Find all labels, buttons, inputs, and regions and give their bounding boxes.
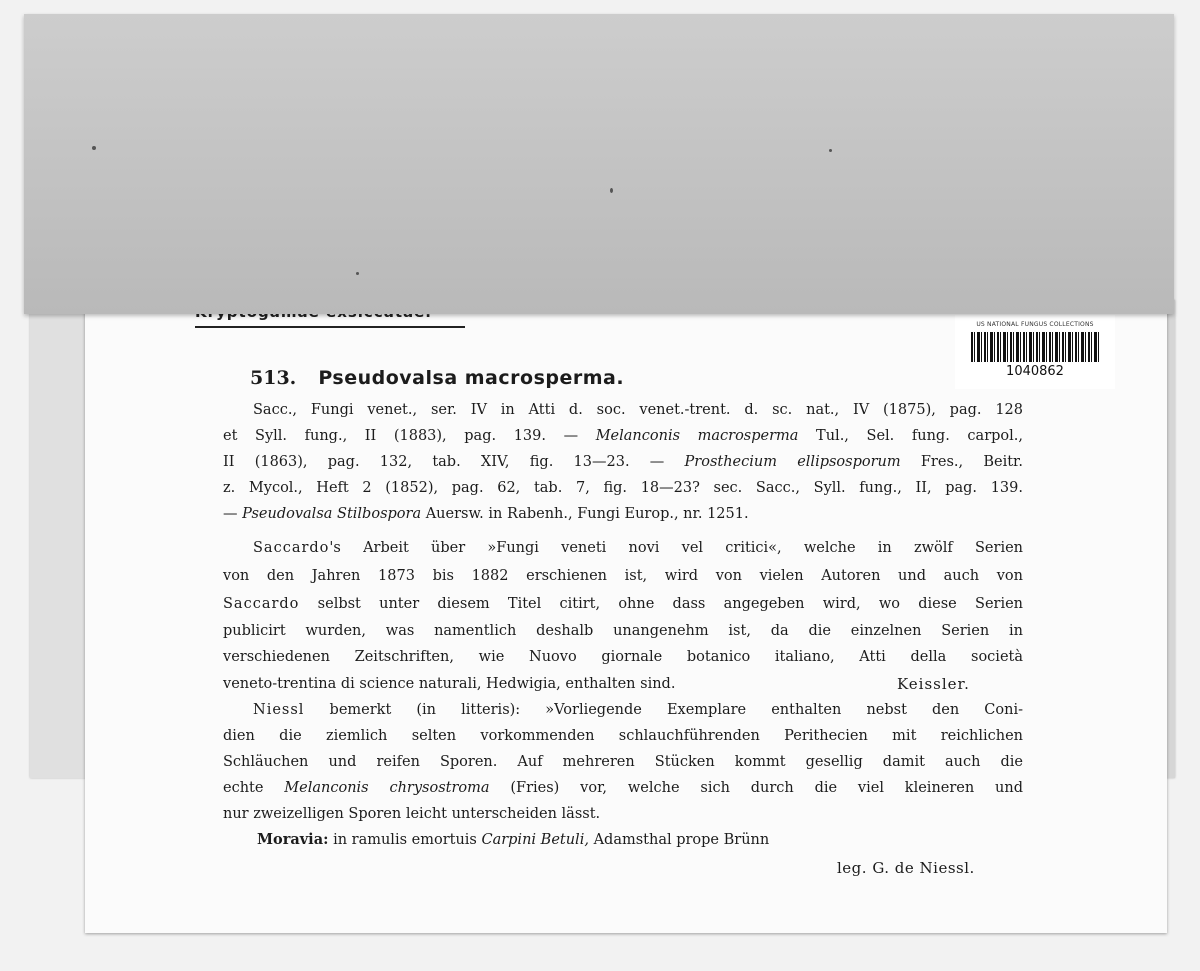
text: nur zweizelligen Sporen leicht unterscheiden lässt. [223, 806, 601, 822]
note-line [223, 801, 1023, 827]
synonymy-line [223, 475, 1023, 501]
entry-number: 513. [250, 367, 297, 389]
barcode-institution: US NATIONAL FUNGUS COLLECTIONS [976, 321, 1094, 328]
note-line [223, 591, 1023, 617]
text: (Fries) vor, welche sich durch die viel kleineren und [510, 780, 1024, 796]
note-line [223, 723, 1023, 749]
synonymy-line [253, 397, 1023, 423]
taxon-name: Pseudovalsa Stilbospora [242, 506, 422, 522]
text: dien die ziemlich selten vorkommenden schlauchführenden Perithecien mit reichlichen [223, 728, 1023, 744]
text: selbst unter diesem Titel citirt, ohne dass angegeben wird, wo diese Serien [317, 596, 1024, 612]
text: Tul., Sel. fung. carpol., [816, 428, 1023, 444]
note-line [223, 563, 1023, 589]
taxon-name: Prosthecium ellipsosporum [684, 454, 901, 470]
text: et Syll. fung., II (1883), pag. 139. — [223, 428, 579, 444]
author-name: Saccardo [223, 596, 300, 612]
note-line [223, 775, 1023, 801]
host-name: Carpini Betuli, [481, 832, 589, 848]
text: bemerkt (in litteris): »Vorliegende Exemplare enthalten nebst den Coni- [329, 702, 1024, 718]
text: Auersw. in Rabenh., Fungi Europ., nr. 1251. [425, 506, 749, 522]
text: verschiedenen Zeitschriften, wie Nuovo giornale botanico italiano, Atti della società [223, 649, 1023, 665]
species-name: Pseudovalsa macrosperma. [318, 367, 625, 389]
note-line [253, 697, 1023, 723]
text: II (1863), pag. 132, tab. XIV, fig. 13—23. — [223, 454, 665, 470]
text: echte [223, 780, 264, 796]
locality-region: Moravia: [257, 831, 329, 848]
note-line [223, 618, 1023, 644]
text: 's Arbeit über »Fungi veneti novi vel critici«, welche in zwölf Serien [329, 540, 1023, 556]
locality-line [257, 827, 1057, 853]
text: Schläuchen und reifen Sporen. Auf mehreren Stücken kommt gesellig damit auch die [223, 754, 1023, 770]
entry-heading [250, 367, 624, 389]
note-line [223, 644, 1023, 670]
text: Fres., Beitr. [920, 454, 1023, 470]
author-name: Saccardo [253, 540, 330, 556]
flap-speck [356, 272, 359, 275]
text: veneto-trentina di science naturali, Hedwigia, enthalten sind. [223, 676, 676, 692]
envelope-flap[interactable] [24, 14, 1174, 314]
barcode-label [955, 315, 1115, 389]
taxon-name: Melanconis macrosperma [595, 428, 799, 444]
text: publicirt wurden, was namentlich deshalb unangenehm ist, da die einzelnen Serien in [223, 623, 1023, 639]
text: z. Mycol., Heft 2 (1852), pag. 62, tab. 7, fig. 18—23? sec. Sacc., Syll. fung., II, pag. 139. [223, 480, 1023, 496]
specimen-label [85, 305, 1167, 933]
note-line [223, 749, 1023, 775]
text: Adamsthal prope Brünn [593, 832, 770, 848]
barcode-number: 1040862 [1006, 364, 1064, 379]
taxon-name: Melanconis chrysostroma [284, 780, 490, 796]
synonymy-line [223, 449, 1023, 475]
author-name: Niessl [253, 702, 305, 718]
text: — [223, 506, 238, 522]
synonymy-line [223, 423, 1023, 449]
flap-speck [610, 188, 613, 193]
text: Sacc., Fungi venet., ser. IV in Atti d. soc. venet.-trent. d. sc. nat., IV (1875), pag. 128 [253, 402, 1023, 418]
text: in ramulis emortuis [333, 832, 477, 848]
synonymy-line [223, 501, 1023, 527]
barcode-icon [971, 332, 1099, 362]
text: von den Jahren 1873 bis 1882 erschienen ist, wird von vielen Autoren und auch von [223, 568, 1023, 584]
collector: leg. G. de Niessl. [837, 859, 975, 877]
flap-speck [829, 149, 832, 152]
flap-speck [92, 146, 96, 150]
note-author: Keissler. [897, 675, 970, 693]
note-line [253, 535, 1023, 561]
